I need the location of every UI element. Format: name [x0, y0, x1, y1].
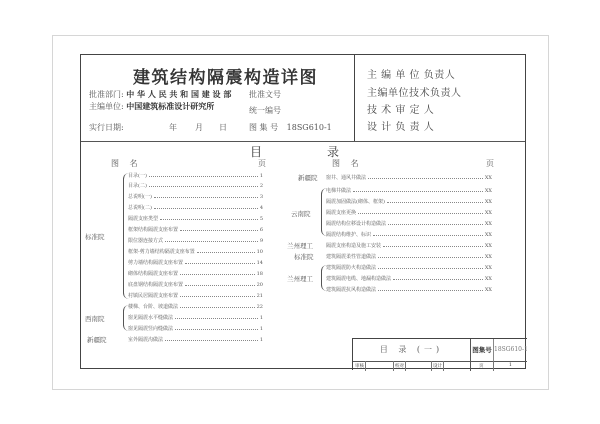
toc-entry[interactable]: 窗见隔震竖向缝做法 1: [128, 326, 263, 332]
toc-entry[interactable]: 砌体结构隔震支座布置 18: [128, 271, 263, 277]
toc-entry[interactable]: 隔震支座构造及施工安装 XX: [326, 243, 492, 249]
divider: [393, 361, 394, 371]
group-label-xinjiang-institute: 新疆院: [87, 336, 107, 344]
toc-entry[interactable]: 隔震加固做法(砌体、框架) XX: [326, 199, 492, 205]
effective-date-label: 实行日期:: [89, 123, 124, 132]
toc-entry[interactable]: 窗见隔震水平缝做法 1: [128, 315, 263, 321]
toc-entry[interactable]: 框架结构隔震支座布置 6: [128, 227, 263, 233]
toc-entry[interactable]: 建筑隔震防火构造做法 XX: [326, 265, 492, 271]
month-label: 月: [195, 123, 203, 132]
divider: [493, 361, 494, 371]
atlas-value: 18SG610-1: [494, 346, 528, 353]
group-label-yunnan-institute: 云南院: [291, 210, 311, 218]
toc-entry[interactable]: 窗井、通风井做法 XX: [326, 175, 492, 181]
title-block-row-main: [353, 339, 527, 362]
unified-number-label: 统一编号: [249, 106, 281, 115]
divider: [405, 361, 406, 371]
group-label-standard-institute: 标准院: [85, 233, 105, 241]
toc-entry[interactable]: 隔震结构位移设计构造做法 XX: [326, 221, 492, 227]
right-col-page-header: 页: [486, 159, 494, 168]
divider: [443, 361, 444, 371]
left-col-page-header: 页: [258, 159, 266, 168]
atlas-label: 图集号: [472, 346, 492, 354]
toc-entry[interactable]: 剪力墙结构隔震支座布置 14: [128, 260, 263, 266]
check-label: 校对: [395, 364, 404, 369]
toc-entry[interactable]: 总说明(一) 3: [128, 194, 263, 200]
chief-unit-label: 主编单位:: [89, 102, 124, 111]
toc-entry[interactable]: 限位器连接方式 9: [128, 238, 263, 244]
resp-design-head: 设 计 负 责 人: [367, 122, 435, 133]
group-label-southwest-institute: 西南院: [85, 315, 105, 323]
responsibility-block: [354, 55, 527, 141]
toc-entry[interactable]: 电梯井做法 XX: [326, 188, 492, 194]
design-label: 设计: [433, 364, 442, 369]
page-label: 页: [479, 364, 484, 369]
atlas-title: 建筑结构隔震构造详图: [133, 68, 318, 88]
title-block-row-signoff: [353, 361, 527, 371]
drawing-name: 目 录 (一): [379, 345, 444, 354]
day-label: 日: [219, 123, 227, 132]
toc-entry[interactable]: 目录(一) 1: [128, 173, 263, 179]
toc-entry[interactable]: 建筑隔震柔性管道做法 XX: [326, 254, 492, 260]
header-divider: [81, 141, 525, 142]
approval-doc-label: 批准文号: [249, 90, 281, 99]
approval-dept: [89, 89, 231, 100]
toc-entry[interactable]: 村镇民居隔震支座布置 21: [128, 293, 263, 299]
toc-entry[interactable]: 隔震支座更换 XX: [326, 210, 492, 216]
review-label: 审核: [355, 364, 364, 369]
title-block: [352, 338, 527, 370]
page-value: 1: [509, 363, 512, 368]
atlas-number: [249, 122, 332, 133]
approval-dept-value: 中 华 人 民 共 和 国 建 设 部: [126, 89, 232, 99]
toc-entry[interactable]: 总说明(二) 4: [128, 205, 263, 211]
resp-technical-head: 主编单位技术负责人: [367, 88, 462, 99]
group-label-lanzhou-tech: 兰州理工: [287, 242, 313, 250]
atlas-number-label: 图 集 号: [249, 123, 279, 132]
divider: [365, 361, 366, 371]
approval-dept-label: 批准部门:: [89, 90, 124, 99]
toc-entry[interactable]: 建筑隔震抗风构造做法 XX: [326, 287, 492, 293]
drawing-frame: [80, 54, 526, 369]
atlas-number-value: 18SG610-1: [286, 123, 332, 132]
toc-entry[interactable]: 建筑隔震电缆、地漏构造做法 XX: [326, 276, 492, 282]
resp-technical-reviewer: 技 术 审 定 人: [367, 105, 435, 116]
toc-title-left: 目: [250, 145, 263, 159]
toc-entry[interactable]: 室外隔震沟做法 1: [128, 337, 263, 343]
toc-entry[interactable]: 框架-剪力墙结构隔震支座布置 10: [128, 249, 263, 255]
toc-entry[interactable]: 隔震结构维护、标识 XX: [326, 232, 492, 238]
toc-entry[interactable]: 目录(二) 2: [128, 183, 263, 189]
right-col-name-header: 图 名: [332, 159, 363, 168]
group-label-standard-institute-right: 标准院: [294, 253, 314, 261]
chief-unit: [89, 101, 214, 112]
toc-title-right: 录: [327, 145, 340, 159]
toc-entry[interactable]: 底盘钢结构隔震支座布置 20: [128, 282, 263, 288]
divider: [431, 361, 432, 371]
group-label-lanzhou-tech-2: 兰州理工: [287, 275, 313, 283]
resp-chief-unit-head: 主 编 单 位 负责人: [367, 70, 456, 81]
toc-entry[interactable]: 隔震支座类型 5: [128, 216, 263, 222]
header-info: [81, 55, 354, 141]
toc-entry[interactable]: 楼梯、台阶、坡道做法 22: [128, 304, 263, 310]
left-col-name-header: 图 名: [111, 159, 142, 168]
year-label: 年: [169, 123, 177, 132]
group-label-xinjiang-institute-right: 新疆院: [298, 174, 318, 182]
chief-unit-value: 中国建筑标准设计研究所: [126, 101, 215, 111]
